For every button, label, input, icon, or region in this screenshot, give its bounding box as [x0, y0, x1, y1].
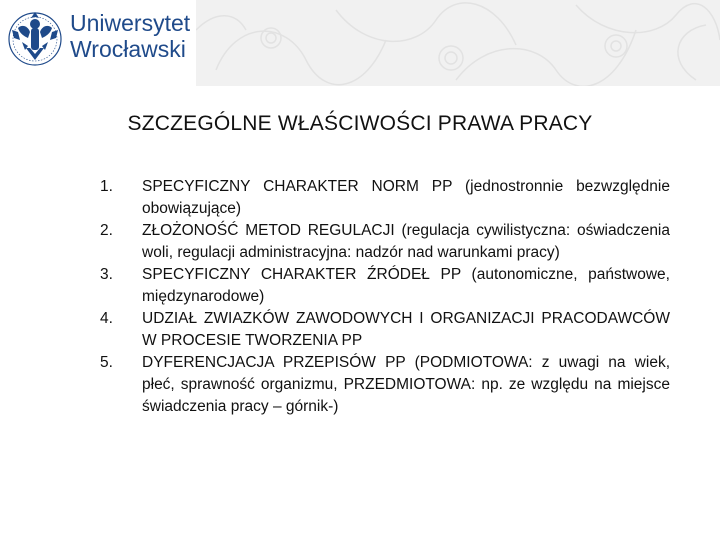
university-logo [0, 0, 196, 86]
logo-line-2: Wrocławski [70, 36, 186, 62]
list-item-number: 5. [100, 354, 113, 371]
list-item [100, 308, 670, 352]
list-item [100, 220, 670, 264]
list-item-number: 1. [100, 178, 113, 195]
university-emblem-icon [8, 8, 62, 68]
list-item [100, 176, 670, 220]
list-item-text: SPECYFICZNY CHARAKTER NORM PP (jednostronnie bezwzględnie obowiązujące) [142, 178, 670, 217]
list-item-number: 4. [100, 310, 113, 327]
list-item-text: ZŁOŻONOŚĆ METOD REGULACJI (regulacja cywilistyczna: oświadczenia woli, regulacji administracyjna: nadzór nad warunkami pracy) [142, 222, 670, 261]
header-band [0, 0, 720, 86]
list-item-text: SPECYFICZNY CHARAKTER ŹRÓDEŁ PP (autonomiczne, państwowe, międzynarodowe) [142, 266, 670, 305]
list-item-text: UDZIAŁ ZWIAZKÓW ZAWODOWYCH I ORGANIZACJI PRACODAWCÓW W PROCESIE TWORZENIA PP [142, 310, 670, 349]
page-title: SZCZEGÓLNE WŁAŚCIWOŚCI PRAWA PRACY [127, 112, 593, 135]
university-name [70, 10, 190, 62]
list-item-number: 3. [100, 266, 113, 283]
list-item [100, 352, 670, 418]
list-item [100, 264, 670, 308]
swirl-pattern-graphic [196, 0, 720, 86]
numbered-list [100, 176, 670, 418]
list-item-number: 2. [100, 222, 113, 239]
header-decorative-pattern [196, 0, 720, 86]
logo-line-1: Uniwersytet [70, 10, 191, 36]
list-item-text: DYFERENCJACJA PRZEPISÓW PP (PODMIOTOWA: z uwagi na wiek, płeć, sprawność organizmu, PRZEDMIOTOWA: np. ze względu na miejsce świadczenia pracy – górnik-) [142, 354, 670, 415]
